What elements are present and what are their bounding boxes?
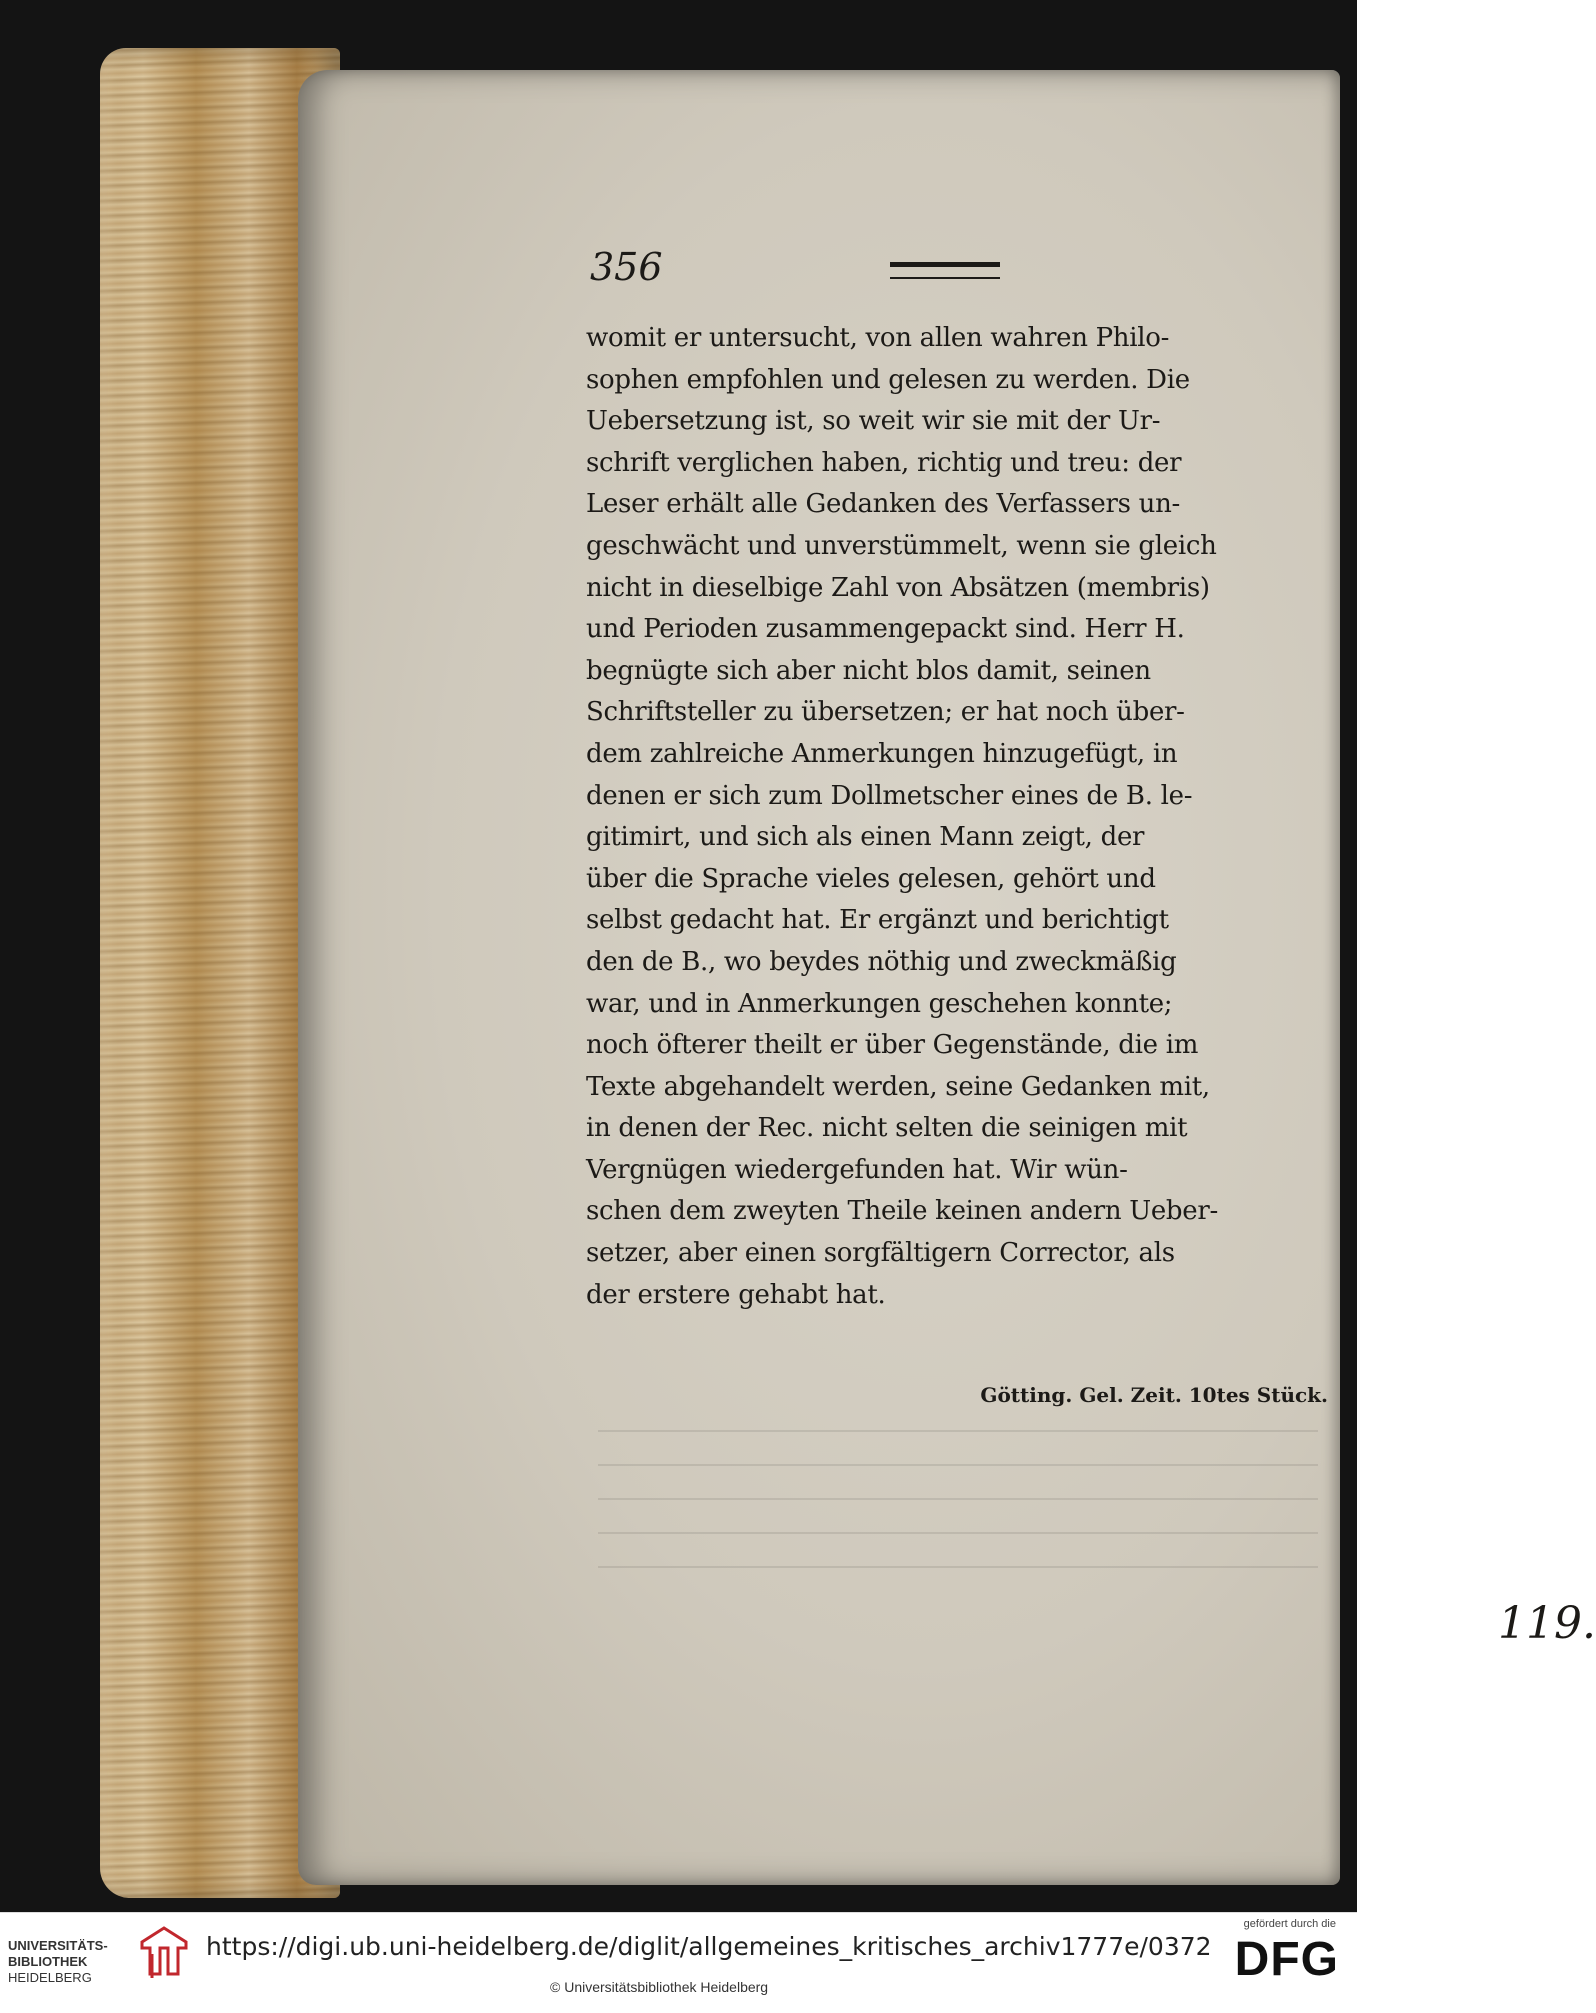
text-line: dem zahlreiche Anmerkungen hinzugefügt, in (586, 738, 1178, 769)
text-line: womit er untersucht, von allen wahren Philo- (586, 323, 1170, 353)
text-line: war, und in Anmerkungen geschehen konnte; (586, 988, 1173, 1019)
text-line: denen er sich zum Dollmetscher eines de B. le- (586, 780, 1193, 811)
text-line: Leser erhält alle Gedanken des Verfassers un- (586, 489, 1180, 520)
text-line: selbst gedacht hat. Er ergänzt und berichtigt (586, 905, 1169, 936)
source-citation: Götting. Gel. Zeit. 10tes Stück. (980, 1383, 1328, 1407)
logo-line: UNIVERSITÄTS- (8, 1938, 108, 1953)
book-page (298, 70, 1596, 1885)
text-line: in denen der Rec. nicht selten die seinigen mit (586, 1113, 1188, 1144)
dfg-logo: DFG (1234, 1933, 1339, 1986)
text-line: begnügte sich aber nicht blos damit, seinen (586, 655, 1151, 686)
text-line: geschwächt und unverstümmelt, wenn sie gleich (586, 530, 1217, 561)
text-line: gitimirt, und sich als einen Mann zeigt, der (586, 822, 1145, 853)
body-text (586, 318, 1319, 1316)
bleed-through (598, 1430, 1318, 1590)
logo-line: HEIDELBERG (8, 1970, 92, 1985)
text-line: nicht in dieselbige Zahl von Absätzen (membris) (586, 572, 1210, 603)
text-line: den de B., wo beydes nöthig und zweckmäßig (586, 946, 1177, 977)
text-line: über die Sprache vieles gelesen, gehört und (586, 863, 1156, 894)
text-line: Vergnügen wiedergefunden hat. Wir wün- (586, 1154, 1128, 1185)
text-line: setzer, aber einen sorgfältigern Corrector, als (586, 1238, 1175, 1269)
text-line: sophen empfohlen und gelesen zu werden. Die (586, 364, 1190, 395)
permalink-url[interactable]: https://digi.ub.uni-heidelberg.de/diglit/allgemeines_kritisches_archiv1777e/0372 (206, 1932, 1212, 1961)
handwritten-folio-number: 119. (1498, 1598, 1596, 1649)
page-number: 356 (590, 245, 663, 289)
footer-bar (0, 1912, 1357, 2013)
logo-line: BIBLIOTHEK (8, 1954, 88, 1969)
text-line: Schriftsteller zu übersetzen; er hat noch über- (586, 697, 1185, 728)
text-line: Uebersetzung ist, so weit wir sie mit der Ur- (586, 406, 1161, 437)
text-line: und Perioden zusammengepackt sind. Herr H. (586, 614, 1185, 645)
funding-caption: gefördert durch die (1243, 1918, 1336, 1930)
copyright-notice: © Universitätsbibliothek Heidelberg (550, 1979, 769, 1995)
text-line: der erstere gehabt hat. (586, 1279, 886, 1310)
header-rule (890, 262, 1000, 279)
text-line: schrift verglichen haben, richtig und treu: der (586, 447, 1182, 478)
ub-logo-icon (138, 1924, 190, 1980)
text-line: schen dem zweyten Theile keinen andern Ueber- (586, 1196, 1218, 1227)
ub-logo-text (8, 1938, 108, 1986)
text-line: noch öfterer theilt er über Gegenstände, die im (586, 1030, 1199, 1061)
text-line: Texte abgehandelt werden, seine Gedanken mit, (586, 1071, 1210, 1102)
